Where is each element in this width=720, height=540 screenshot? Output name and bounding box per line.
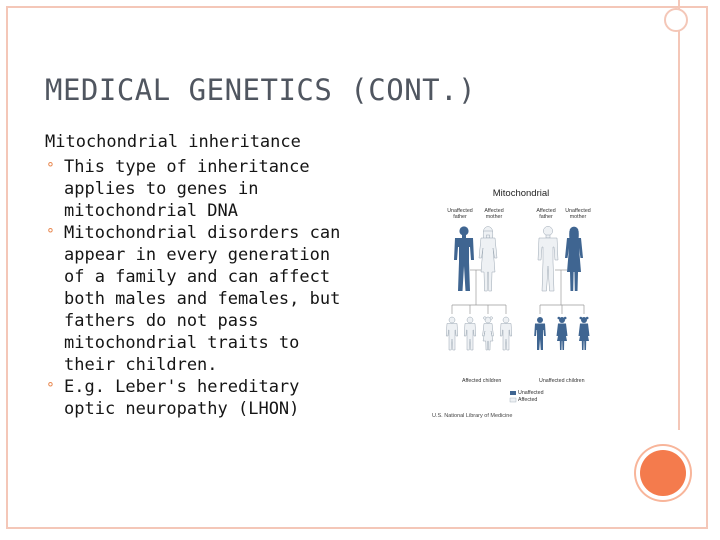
circle-bullet-icon: ⚬ (45, 158, 56, 173)
unaffected-father-figure (454, 226, 474, 291)
decorative-circle-outline (664, 8, 688, 32)
legend-unaffected-swatch (510, 391, 516, 395)
slide-title: MEDICAL GENETICS (CONT.) (45, 73, 477, 107)
decorative-line (678, 0, 680, 430)
bullet-item (45, 222, 345, 376)
diagram-label-affected-mother: Affected mother (484, 208, 504, 220)
bullet-text: This type of inheritance applies to genes in mitochondrial DNA (64, 157, 310, 221)
bullet-text: E.g. Leber's hereditary optic neuropathy (LHON) (64, 377, 300, 419)
affected-children-figures (446, 317, 512, 350)
legend-unaffected-label: Unaffected (518, 390, 544, 396)
bullet-item (45, 156, 345, 222)
diagram-label-unaffected-children: Unaffected children (539, 378, 585, 384)
pedigree-connectors (452, 270, 584, 314)
diagram-label-unaffected-mother: Unaffected mother (565, 208, 591, 220)
circle-bullet-icon: ⚬ (45, 378, 56, 393)
diagram-label-unaffected-father: Unaffected father (447, 208, 473, 220)
affected-father-figure (538, 226, 558, 291)
decorative-circle-orange (640, 450, 686, 496)
bullet-text: Mitochondrial disorders can appear in every generation of a family and can affect both males and females, but fathers do not pass mitochondrial traits to their children. (64, 223, 341, 375)
affected-mother-figure (479, 227, 497, 291)
bullet-list (45, 156, 345, 420)
diagram-source: U.S. National Library of Medicine (432, 413, 513, 419)
unaffected-mother-figure (565, 227, 583, 291)
legend-affected-label: Affected (518, 397, 538, 403)
diagram-label-affected-father: Affected father (536, 208, 556, 220)
diagram-title: Mitochondrial (492, 188, 550, 199)
circle-bullet-icon: ⚬ (45, 224, 56, 239)
bullet-item (45, 376, 345, 420)
mitochondrial-inheritance-diagram (426, 184, 616, 426)
slide-subtitle: Mitochondrial inheritance (45, 132, 301, 152)
unaffected-children-figures (534, 317, 589, 350)
diagram-label-affected-children: Affected children (462, 378, 502, 384)
legend-affected-swatch (510, 398, 516, 402)
